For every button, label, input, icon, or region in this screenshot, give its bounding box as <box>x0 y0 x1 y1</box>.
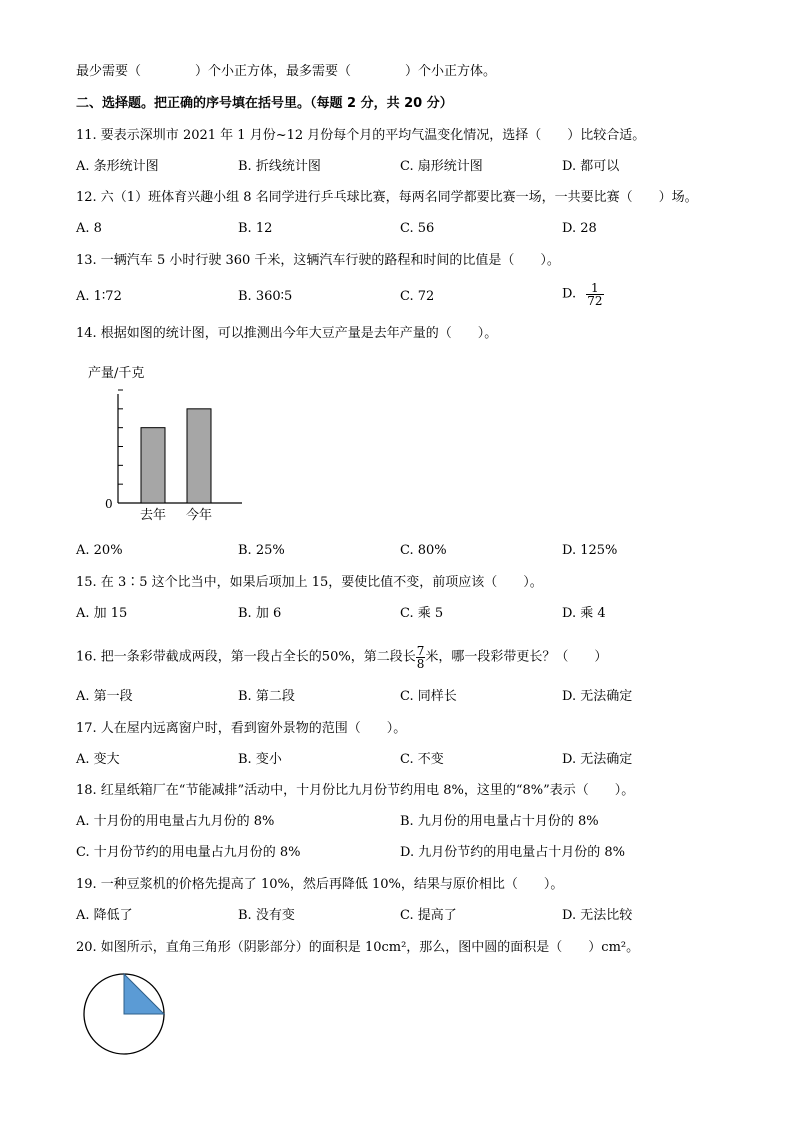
q15-option-a[interactable]: A. 加 15 <box>76 606 128 621</box>
chart-category-label: 去年 <box>139 508 167 523</box>
question-14-stem: 14. 根据如图的统计图，可以推测出今年大豆产量是去年产量的（ ）。 <box>76 326 498 341</box>
circle-triangle-figure <box>82 972 168 1058</box>
bar-chart <box>80 358 260 528</box>
chart-category-label: 今年 <box>185 508 213 523</box>
chart-bar-this-year <box>187 409 211 503</box>
q17-option-d[interactable]: D. 无法确定 <box>562 752 633 767</box>
q13-option-b[interactable]: B. 360∶5 <box>238 289 293 304</box>
q18-option-a[interactable]: A. 十月份的用电量占九月份的 8% <box>76 814 275 829</box>
q12-option-a[interactable]: A. 8 <box>76 221 102 236</box>
q19-option-c[interactable]: C. 提高了 <box>400 908 457 923</box>
question-13-stem: 13. 一辆汽车 5 小时行驶 360 千米，这辆汽车行驶的路程和时间的比值是（ ）。 <box>76 253 560 268</box>
q18-option-d[interactable]: D. 九月份节约的用电量占十月份的 8% <box>400 845 625 860</box>
q15-option-b[interactable]: B. 加 6 <box>238 606 282 621</box>
q16-option-c[interactable]: C. 同样长 <box>400 689 457 704</box>
q13-option-d-fraction: $\frac{1}{72}$ <box>587 281 603 308</box>
chart-origin-label: 0 <box>105 497 113 511</box>
q16-fraction: $\frac{7}{8}$ <box>416 644 425 671</box>
q18-option-b[interactable]: B. 九月份的用电量占十月份的 8% <box>400 814 599 829</box>
q17-option-c[interactable]: C. 不变 <box>400 752 444 767</box>
q14-option-c[interactable]: C. 80% <box>400 543 447 558</box>
q17-option-b[interactable]: B. 变小 <box>238 752 282 767</box>
section-title: 二、选择题。把正确的序号填在括号里。（每题 2 分，共 20 分） <box>76 96 453 111</box>
question-20-stem: 20. 如图所示，直角三角形（阴影部分）的面积是 10cm²，那么，图中圆的面积是（ ）cm²。 <box>76 940 640 955</box>
q11-option-d[interactable]: D. 都可以 <box>562 159 620 174</box>
chart-bar-last-year <box>141 428 165 503</box>
q12-option-c[interactable]: C. 56 <box>400 221 435 236</box>
q13-option-d[interactable]: D. $\frac{1}{72}$ <box>562 281 603 308</box>
q18-option-c[interactable]: C. 十月份节约的用电量占九月份的 8% <box>76 845 301 860</box>
q17-option-a[interactable]: A. 变大 <box>76 752 120 767</box>
q15-option-d[interactable]: D. 乘 4 <box>562 606 606 621</box>
question-16-stem: 16. 把一条彩带截成两段，第一段占全长的50%，第二段长 $\frac{7}{8}$ 米，哪一段彩带更长？（ ） <box>76 644 608 671</box>
question-15-stem: 15. 在 3∶5 这个比当中，如果后项加上 15，要使比值不变，前项应该（ ）。 <box>76 575 543 590</box>
q19-option-b[interactable]: B. 没有变 <box>238 908 295 923</box>
q19-option-a[interactable]: A. 降低了 <box>76 908 133 923</box>
q11-option-a[interactable]: A. 条形统计图 <box>76 159 159 174</box>
q14-option-a[interactable]: A. 20% <box>76 543 123 558</box>
q11-option-b[interactable]: B. 折线统计图 <box>238 159 321 174</box>
q15-option-c[interactable]: C. 乘 5 <box>400 606 444 621</box>
q14-option-b[interactable]: B. 25% <box>238 543 285 558</box>
question-18-stem: 18. 红星纸箱厂在“节能减排”活动中，十月份比九月份节约用电 8%，这里的“8%”表示（ ）。 <box>76 783 635 798</box>
q14-option-d[interactable]: D. 125% <box>562 543 618 558</box>
q16-option-a[interactable]: A. 第一段 <box>76 689 133 704</box>
q13-option-a[interactable]: A. 1∶72 <box>76 289 122 304</box>
question-17-stem: 17. 人在屋内远离窗户时，看到窗外景物的范围（ ）。 <box>76 721 407 736</box>
chart-y-axis-label: 产量/千克 <box>88 366 145 381</box>
q12-option-d[interactable]: D. 28 <box>562 221 597 236</box>
q16-option-b[interactable]: B. 第二段 <box>238 689 295 704</box>
question-11-stem: 11. 要表示深圳市 2021 年 1 月份~12 月份每个月的平均气温变化情况，选择（ ）比较合适。 <box>76 128 646 143</box>
question-12-stem: 12. 六（1）班体育兴趣小组 8 名同学进行乒乓球比赛，每两名同学都要比赛一场，一共要比赛（ ）场。 <box>76 190 698 205</box>
q11-option-c[interactable]: C. 扇形统计图 <box>400 159 483 174</box>
q19-option-d[interactable]: D. 无法比较 <box>562 908 633 923</box>
q16-option-d[interactable]: D. 无法确定 <box>562 689 633 704</box>
question-19-stem: 19. 一种豆浆机的价格先提高了 10%，然后再降低 10%，结果与原价相比（ ）。 <box>76 877 564 892</box>
q12-option-b[interactable]: B. 12 <box>238 221 273 236</box>
q13-option-c[interactable]: C. 72 <box>400 289 435 304</box>
top-line: 最少需要（ ）个小正方体，最多需要（ ）个小正方体。 <box>76 64 497 79</box>
